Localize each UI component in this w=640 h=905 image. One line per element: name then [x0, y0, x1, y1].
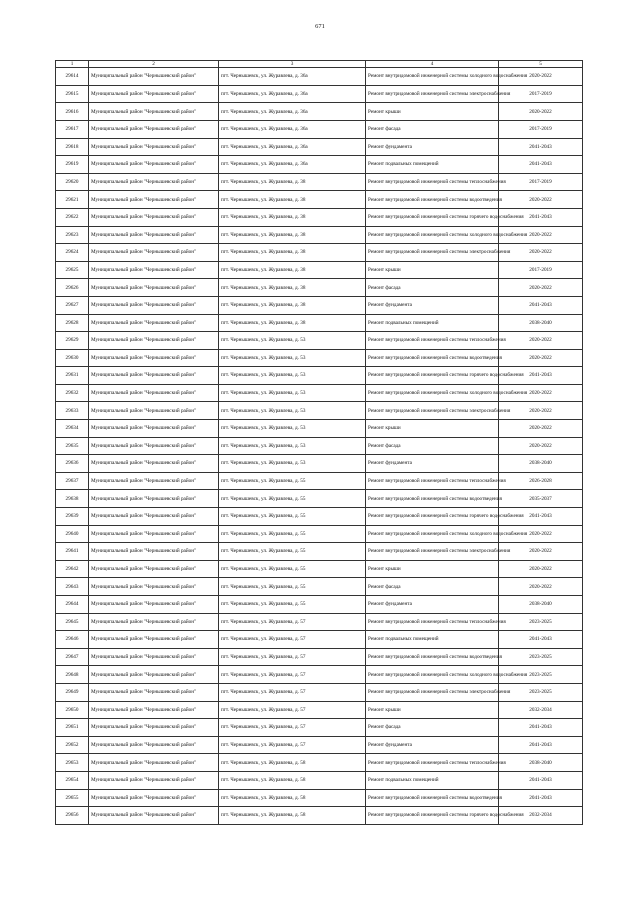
- address-cell: пгт. Чернышевск, ул. Журавлева, д. 53: [219, 384, 366, 402]
- table-row: [56, 437, 583, 455]
- address-cell: пгт. Чернышевск, ул. Журавлева, д. 55: [219, 596, 366, 614]
- table-row: [56, 120, 583, 138]
- address-cell: пгт. Чернышевск, ул. Журавлева, д. 58: [219, 807, 366, 825]
- period-cell: 2038-2040: [499, 314, 583, 332]
- work-type-cell: Ремонт внутридомовой инженерной системы холодного водоснабжения: [366, 384, 499, 402]
- table-row: [56, 701, 583, 719]
- work-type-cell: Ремонт подвальных помещений: [366, 156, 499, 174]
- work-type-cell: Ремонт внутридомовой инженерной системы теплоснабжения: [366, 472, 499, 490]
- district-cell: Муниципальный район "Чернышевский район": [89, 754, 219, 772]
- table-row: [56, 314, 583, 332]
- page-number: 671: [315, 23, 325, 30]
- work-type-cell: Ремонт фасада: [366, 578, 499, 596]
- table-row: [56, 156, 583, 174]
- period-cell: 2041-2043: [499, 789, 583, 807]
- row-number: 29617: [56, 120, 89, 138]
- address-cell: пгт. Чернышевск, ул. Журавлева, д. 38: [219, 208, 366, 226]
- table-row: [56, 508, 583, 526]
- row-number: 29616: [56, 103, 89, 121]
- row-number: 29646: [56, 631, 89, 649]
- district-cell: Муниципальный район "Чернышевский район": [89, 85, 219, 103]
- period-cell: 2020-2022: [499, 244, 583, 262]
- table-row: [56, 578, 583, 596]
- period-cell: 2041-2043: [499, 508, 583, 526]
- work-type-cell: Ремонт внутридомовой инженерной системы водоотведения: [366, 191, 499, 209]
- address-cell: пгт. Чернышевск, ул. Журавлева, д. 38: [219, 173, 366, 191]
- period-cell: 2020-2022: [499, 384, 583, 402]
- district-cell: Муниципальный район "Чернышевский район": [89, 191, 219, 209]
- row-number: 29647: [56, 648, 89, 666]
- work-type-cell: Ремонт внутридомовой инженерной системы теплоснабжения: [366, 613, 499, 631]
- address-cell: пгт. Чернышевск, ул. Журавлева, д. 38: [219, 314, 366, 332]
- work-type-cell: Ремонт внутридомовой инженерной системы электроснабжения: [366, 683, 499, 701]
- district-cell: Муниципальный район "Чернышевский район": [89, 807, 219, 825]
- district-cell: Муниципальный район "Чернышевский район": [89, 437, 219, 455]
- address-cell: пгт. Чернышевск, ул. Журавлева, д. 55: [219, 560, 366, 578]
- work-type-cell: Ремонт внутридомовой инженерной системы водоотведения: [366, 648, 499, 666]
- work-type-cell: Ремонт внутридомовой инженерной системы горячего водоснабжения: [366, 807, 499, 825]
- work-type-cell: Ремонт фундамента: [366, 138, 499, 156]
- district-cell: Муниципальный район "Чернышевский район": [89, 349, 219, 367]
- table-row: [56, 103, 583, 121]
- address-cell: пгт. Чернышевск, ул. Журавлева, д. 57: [219, 736, 366, 754]
- address-cell: пгт. Чернышевск, ул. Журавлева, д. 53: [219, 420, 366, 438]
- district-cell: Муниципальный район "Чернышевский район": [89, 472, 219, 490]
- district-cell: Муниципальный район "Чернышевский район": [89, 543, 219, 561]
- table-header: [56, 61, 583, 68]
- work-type-cell: Ремонт внутридомовой инженерной системы горячего водоснабжения: [366, 208, 499, 226]
- period-cell: 2041-2043: [499, 719, 583, 737]
- table-row: [56, 68, 583, 86]
- period-cell: 2020-2022: [499, 103, 583, 121]
- period-cell: 2032-2034: [499, 701, 583, 719]
- work-type-cell: Ремонт внутридомовой инженерной системы холодного водоснабжения: [366, 666, 499, 684]
- row-number: 29619: [56, 156, 89, 174]
- table-row: [56, 771, 583, 789]
- row-number: 29628: [56, 314, 89, 332]
- row-number: 29641: [56, 543, 89, 561]
- address-cell: пгт. Чернышевск, ул. Журавлева, д. 55: [219, 472, 366, 490]
- district-cell: Муниципальный район "Чернышевский район": [89, 508, 219, 526]
- district-cell: Муниципальный район "Чернышевский район": [89, 332, 219, 350]
- period-cell: 2038-2040: [499, 455, 583, 473]
- district-cell: Муниципальный район "Чернышевский район": [89, 314, 219, 332]
- address-cell: пгт. Чернышевск, ул. Журавлева, д. 38: [219, 226, 366, 244]
- period-cell: 2038-2040: [499, 754, 583, 772]
- row-number: 29633: [56, 402, 89, 420]
- row-number: 29644: [56, 596, 89, 614]
- row-number: 29643: [56, 578, 89, 596]
- work-type-cell: Ремонт крыши: [366, 261, 499, 279]
- address-cell: пгт. Чернышевск, ул. Журавлева, д. 57: [219, 631, 366, 649]
- period-cell: 2041-2043: [499, 631, 583, 649]
- period-cell: 2020-2022: [499, 525, 583, 543]
- address-cell: пгт. Чернышевск, ул. Журавлева, д. 55: [219, 508, 366, 526]
- work-type-cell: Ремонт подвальных помещений: [366, 631, 499, 649]
- row-number: 29621: [56, 191, 89, 209]
- work-type-cell: Ремонт внутридомовой инженерной системы горячего водоснабжения: [366, 367, 499, 385]
- period-cell: 2023-2025: [499, 666, 583, 684]
- district-cell: Муниципальный район "Чернышевский район": [89, 261, 219, 279]
- district-cell: Муниципальный район "Чернышевский район": [89, 138, 219, 156]
- period-cell: 2041-2043: [499, 736, 583, 754]
- period-cell: 2020-2022: [499, 191, 583, 209]
- period-cell: 2020-2022: [499, 226, 583, 244]
- address-cell: пгт. Чернышевск, ул. Журавлева, д. 36а: [219, 103, 366, 121]
- period-cell: 2020-2022: [499, 543, 583, 561]
- work-type-cell: Ремонт фасада: [366, 719, 499, 737]
- table-row: [56, 560, 583, 578]
- header-cell-num: 1: [56, 61, 89, 68]
- period-cell: 2032-2034: [499, 807, 583, 825]
- row-number: 29648: [56, 666, 89, 684]
- work-type-cell: Ремонт фасада: [366, 120, 499, 138]
- district-cell: Муниципальный район "Чернышевский район": [89, 490, 219, 508]
- period-cell: 2020-2022: [499, 68, 583, 86]
- address-cell: пгт. Чернышевск, ул. Журавлева, д. 36а: [219, 138, 366, 156]
- row-number: 29642: [56, 560, 89, 578]
- period-cell: 2041-2043: [499, 156, 583, 174]
- period-cell: 2017-2019: [499, 173, 583, 191]
- table-row: [56, 736, 583, 754]
- table-row: [56, 367, 583, 385]
- table-row: [56, 261, 583, 279]
- period-cell: 2020-2022: [499, 279, 583, 297]
- work-type-cell: Ремонт внутридомовой инженерной системы теплоснабжения: [366, 173, 499, 191]
- address-cell: пгт. Чернышевск, ул. Журавлева, д. 55: [219, 543, 366, 561]
- table-row: [56, 208, 583, 226]
- district-cell: Муниципальный район "Чернышевский район": [89, 279, 219, 297]
- table-row: [56, 402, 583, 420]
- period-cell: 2023-2025: [499, 648, 583, 666]
- table-row: [56, 648, 583, 666]
- table-row: [56, 683, 583, 701]
- district-cell: Муниципальный район "Чернышевский район": [89, 367, 219, 385]
- period-cell: 2017-2019: [499, 261, 583, 279]
- address-cell: пгт. Чернышевск, ул. Журавлева, д. 36а: [219, 68, 366, 86]
- header-cell-work: 4: [366, 61, 499, 68]
- period-cell: 2020-2022: [499, 402, 583, 420]
- address-cell: пгт. Чернышевск, ул. Журавлева, д. 55: [219, 490, 366, 508]
- row-number: 29653: [56, 754, 89, 772]
- district-cell: Муниципальный район "Чернышевский район": [89, 631, 219, 649]
- table-row: [56, 191, 583, 209]
- table-row: [56, 789, 583, 807]
- address-cell: пгт. Чернышевск, ул. Журавлева, д. 57: [219, 683, 366, 701]
- work-type-cell: Ремонт внутридомовой инженерной системы электроснабжения: [366, 402, 499, 420]
- address-cell: пгт. Чернышевск, ул. Журавлева, д. 38: [219, 191, 366, 209]
- table-row: [56, 420, 583, 438]
- table-row: [56, 543, 583, 561]
- work-type-cell: Ремонт крыши: [366, 701, 499, 719]
- district-cell: Муниципальный район "Чернышевский район": [89, 666, 219, 684]
- row-number: 29656: [56, 807, 89, 825]
- period-cell: 2038-2040: [499, 596, 583, 614]
- table-row: [56, 384, 583, 402]
- address-cell: пгт. Чернышевск, ул. Журавлева, д. 38: [219, 279, 366, 297]
- row-number: 29626: [56, 279, 89, 297]
- district-cell: Муниципальный район "Чернышевский район": [89, 173, 219, 191]
- row-number: 29623: [56, 226, 89, 244]
- district-cell: Муниципальный район "Чернышевский район": [89, 455, 219, 473]
- work-type-cell: Ремонт подвальных помещений: [366, 771, 499, 789]
- work-type-cell: Ремонт внутридомовой инженерной системы электроснабжения: [366, 244, 499, 262]
- address-cell: пгт. Чернышевск, ул. Журавлева, д. 57: [219, 648, 366, 666]
- row-number: 29645: [56, 613, 89, 631]
- period-cell: 2020-2022: [499, 560, 583, 578]
- row-number: 29615: [56, 85, 89, 103]
- register-table: [55, 60, 583, 825]
- row-number: 29627: [56, 296, 89, 314]
- district-cell: Муниципальный район "Чернышевский район": [89, 578, 219, 596]
- period-cell: 2020-2022: [499, 437, 583, 455]
- district-cell: Муниципальный район "Чернышевский район": [89, 103, 219, 121]
- work-type-cell: Ремонт крыши: [366, 420, 499, 438]
- header-cell-period: 5: [499, 61, 583, 68]
- table-row: [56, 631, 583, 649]
- address-cell: пгт. Чернышевск, ул. Журавлева, д. 36а: [219, 156, 366, 174]
- table-row: [56, 244, 583, 262]
- row-number: 29620: [56, 173, 89, 191]
- work-type-cell: Ремонт крыши: [366, 103, 499, 121]
- work-type-cell: Ремонт внутридомовой инженерной системы электроснабжения: [366, 85, 499, 103]
- address-cell: пгт. Чернышевск, ул. Журавлева, д. 58: [219, 789, 366, 807]
- address-cell: пгт. Чернышевск, ул. Журавлева, д. 57: [219, 719, 366, 737]
- header-cell-address: 3: [219, 61, 366, 68]
- work-type-cell: Ремонт фундамента: [366, 736, 499, 754]
- table-row: [56, 613, 583, 631]
- row-number: 29639: [56, 508, 89, 526]
- row-number: 29637: [56, 472, 89, 490]
- row-number: 29638: [56, 490, 89, 508]
- district-cell: Муниципальный район "Чернышевский район": [89, 771, 219, 789]
- district-cell: Муниципальный район "Чернышевский район": [89, 68, 219, 86]
- work-type-cell: Ремонт крыши: [366, 560, 499, 578]
- row-number: 29629: [56, 332, 89, 350]
- work-type-cell: Ремонт внутридомовой инженерной системы холодного водоснабжения: [366, 68, 499, 86]
- period-cell: 2026-2028: [499, 472, 583, 490]
- address-cell: пгт. Чернышевск, ул. Журавлева, д. 36а: [219, 85, 366, 103]
- row-number: 29654: [56, 771, 89, 789]
- period-cell: 2020-2022: [499, 420, 583, 438]
- address-cell: пгт. Чернышевск, ул. Журавлева, д. 57: [219, 701, 366, 719]
- district-cell: Муниципальный район "Чернышевский район": [89, 683, 219, 701]
- header-row: [56, 61, 583, 68]
- header-cell-district: 2: [89, 61, 219, 68]
- row-number: 29614: [56, 68, 89, 86]
- period-cell: 2017-2019: [499, 120, 583, 138]
- district-cell: Муниципальный район "Чернышевский район": [89, 789, 219, 807]
- table-row: [56, 85, 583, 103]
- row-number: 29625: [56, 261, 89, 279]
- address-cell: пгт. Чернышевск, ул. Журавлева, д. 38: [219, 244, 366, 262]
- work-type-cell: Ремонт внутридомовой инженерной системы горячего водоснабжения: [366, 508, 499, 526]
- table-row: [56, 525, 583, 543]
- district-cell: Муниципальный район "Чернышевский район": [89, 208, 219, 226]
- work-type-cell: Ремонт внутридомовой инженерной системы водоотведения: [366, 789, 499, 807]
- row-number: 29655: [56, 789, 89, 807]
- district-cell: Муниципальный район "Чернышевский район": [89, 719, 219, 737]
- table-row: [56, 490, 583, 508]
- district-cell: Муниципальный район "Чернышевский район": [89, 384, 219, 402]
- period-cell: 2035-2037: [499, 490, 583, 508]
- period-cell: 2041-2043: [499, 208, 583, 226]
- address-cell: пгт. Чернышевск, ул. Журавлева, д. 58: [219, 754, 366, 772]
- table-row: [56, 754, 583, 772]
- work-type-cell: Ремонт внутридомовой инженерной системы холодного водоснабжения: [366, 226, 499, 244]
- address-cell: пгт. Чернышевск, ул. Журавлева, д. 38: [219, 261, 366, 279]
- row-number: 29649: [56, 683, 89, 701]
- work-type-cell: Ремонт фундамента: [366, 455, 499, 473]
- district-cell: Муниципальный район "Чернышевский район": [89, 244, 219, 262]
- table-row: [56, 455, 583, 473]
- period-cell: 2023-2025: [499, 683, 583, 701]
- address-cell: пгт. Чернышевск, ул. Журавлева, д. 58: [219, 771, 366, 789]
- work-type-cell: Ремонт внутридомовой инженерной системы электроснабжения: [366, 543, 499, 561]
- district-cell: Муниципальный район "Чернышевский район": [89, 402, 219, 420]
- work-type-cell: Ремонт внутридомовой инженерной системы холодного водоснабжения: [366, 525, 499, 543]
- address-cell: пгт. Чернышевск, ул. Журавлева, д. 36а: [219, 120, 366, 138]
- period-cell: 2020-2022: [499, 349, 583, 367]
- address-cell: пгт. Чернышевск, ул. Журавлева, д. 53: [219, 437, 366, 455]
- row-number: 29618: [56, 138, 89, 156]
- work-type-cell: Ремонт фундамента: [366, 296, 499, 314]
- row-number: 29632: [56, 384, 89, 402]
- district-cell: Муниципальный район "Чернышевский район": [89, 420, 219, 438]
- table-row: [56, 472, 583, 490]
- district-cell: Муниципальный район "Чернышевский район": [89, 560, 219, 578]
- district-cell: Муниципальный район "Чернышевский район": [89, 120, 219, 138]
- row-number: 29651: [56, 719, 89, 737]
- district-cell: Муниципальный район "Чернышевский район": [89, 648, 219, 666]
- district-cell: Муниципальный район "Чернышевский район": [89, 736, 219, 754]
- address-cell: пгт. Чернышевск, ул. Журавлева, д. 38: [219, 296, 366, 314]
- address-cell: пгт. Чернышевск, ул. Журавлева, д. 53: [219, 367, 366, 385]
- district-cell: Муниципальный район "Чернышевский район": [89, 156, 219, 174]
- work-type-cell: Ремонт внутридомовой инженерной системы теплоснабжения: [366, 332, 499, 350]
- address-cell: пгт. Чернышевск, ул. Журавлева, д. 53: [219, 332, 366, 350]
- district-cell: Муниципальный район "Чернышевский район": [89, 296, 219, 314]
- table-row: [56, 226, 583, 244]
- address-cell: пгт. Чернышевск, ул. Журавлева, д. 53: [219, 455, 366, 473]
- table-row: [56, 349, 583, 367]
- work-type-cell: Ремонт фасада: [366, 437, 499, 455]
- period-cell: 2023-2025: [499, 613, 583, 631]
- work-type-cell: Ремонт внутридомовой инженерной системы теплоснабжения: [366, 754, 499, 772]
- district-cell: Муниципальный район "Чернышевский район": [89, 226, 219, 244]
- district-cell: Муниципальный район "Чернышевский район": [89, 613, 219, 631]
- work-type-cell: Ремонт подвальных помещений: [366, 314, 499, 332]
- table-row: [56, 296, 583, 314]
- period-cell: 2041-2043: [499, 138, 583, 156]
- period-cell: 2041-2043: [499, 367, 583, 385]
- work-type-cell: Ремонт внутридомовой инженерной системы водоотведения: [366, 349, 499, 367]
- row-number: 29635: [56, 437, 89, 455]
- row-number: 29636: [56, 455, 89, 473]
- address-cell: пгт. Чернышевск, ул. Журавлева, д. 57: [219, 666, 366, 684]
- row-number: 29622: [56, 208, 89, 226]
- district-cell: Муниципальный район "Чернышевский район": [89, 525, 219, 543]
- table-row: [56, 596, 583, 614]
- work-type-cell: Ремонт внутридомовой инженерной системы водоотведения: [366, 490, 499, 508]
- row-number: 29630: [56, 349, 89, 367]
- address-cell: пгт. Чернышевск, ул. Журавлева, д. 55: [219, 578, 366, 596]
- address-cell: пгт. Чернышевск, ул. Журавлева, д. 55: [219, 525, 366, 543]
- row-number: 29650: [56, 701, 89, 719]
- table-row: [56, 666, 583, 684]
- table-body: [56, 68, 583, 825]
- table-row: [56, 138, 583, 156]
- table-row: [56, 719, 583, 737]
- address-cell: пгт. Чернышевск, ул. Журавлева, д. 53: [219, 402, 366, 420]
- row-number: 29631: [56, 367, 89, 385]
- address-cell: пгт. Чернышевск, ул. Журавлева, д. 57: [219, 613, 366, 631]
- table-row: [56, 332, 583, 350]
- table-row: [56, 807, 583, 825]
- work-type-cell: Ремонт фасада: [366, 279, 499, 297]
- row-number: 29634: [56, 420, 89, 438]
- period-cell: 2020-2022: [499, 578, 583, 596]
- address-cell: пгт. Чернышевск, ул. Журавлева, д. 53: [219, 349, 366, 367]
- period-cell: 2020-2022: [499, 332, 583, 350]
- table-row: [56, 279, 583, 297]
- row-number: 29624: [56, 244, 89, 262]
- table-row: [56, 173, 583, 191]
- period-cell: 2041-2043: [499, 296, 583, 314]
- district-cell: Муниципальный район "Чернышевский район": [89, 596, 219, 614]
- period-cell: 2017-2019: [499, 85, 583, 103]
- district-cell: Муниципальный район "Чернышевский район": [89, 701, 219, 719]
- work-type-cell: Ремонт фундамента: [366, 596, 499, 614]
- row-number: 29640: [56, 525, 89, 543]
- row-number: 29652: [56, 736, 89, 754]
- period-cell: 2041-2043: [499, 771, 583, 789]
